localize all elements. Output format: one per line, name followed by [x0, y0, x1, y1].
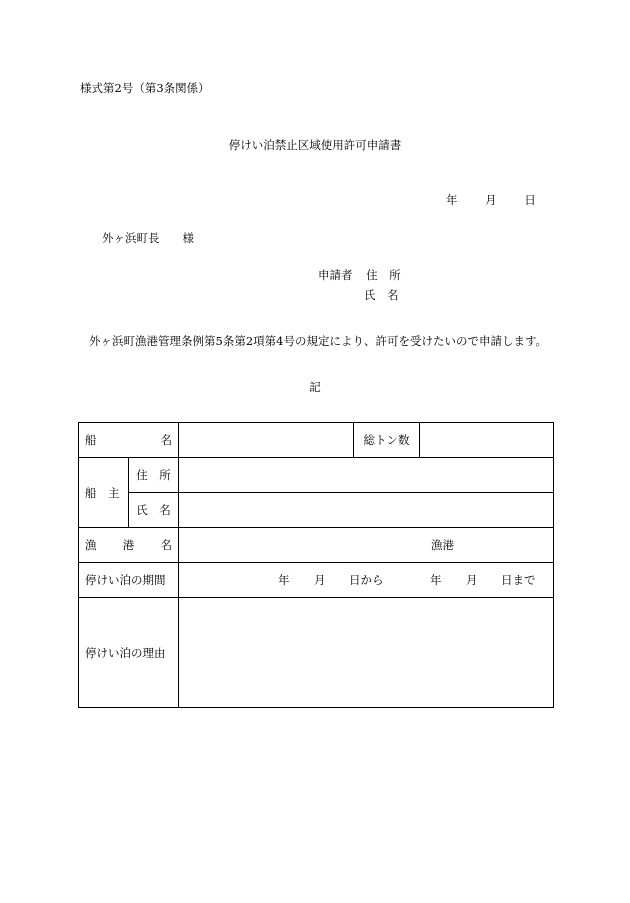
port-suffix: 漁港: [431, 538, 454, 552]
date-line: [446, 192, 536, 208]
tonnage-field[interactable]: [420, 423, 554, 458]
port-field[interactable]: [179, 528, 554, 563]
document-title: 停けい泊禁止区域使用許可申請書: [228, 138, 402, 152]
ki-heading: 記: [309, 380, 321, 394]
ship-name-field[interactable]: [179, 423, 354, 458]
form-number: 様式第2号（第3条関係）: [80, 81, 210, 95]
owner-label: 船 主: [79, 458, 129, 528]
applicant-address-line: [318, 267, 401, 283]
owner-address-field[interactable]: [179, 458, 554, 493]
period-start-month: 月: [314, 573, 326, 587]
ship-name-label-b: 名: [160, 433, 172, 447]
ship-name-label-a: 船: [85, 433, 97, 447]
applicant-name-label: 氏 名: [364, 288, 399, 302]
reason-row: [79, 598, 554, 708]
period-label: 停けい泊の期間: [79, 563, 179, 598]
applicant-label: 申請者: [318, 268, 353, 282]
period-field[interactable]: [179, 563, 554, 598]
owner-name-label: 氏 名: [129, 493, 179, 528]
owner-address-row: [79, 458, 554, 493]
tonnage-label: 総トン数: [354, 423, 420, 458]
period-end-month: 月: [466, 573, 478, 587]
reason-label: 停けい泊の理由: [79, 598, 179, 708]
application-form-table: [78, 422, 554, 708]
addressee: 外ヶ浜町長 様: [102, 231, 194, 245]
owner-name-row: [79, 493, 554, 528]
port-label-a: 漁: [85, 538, 97, 552]
owner-address-label: 住 所: [129, 458, 179, 493]
owner-name-field[interactable]: [179, 493, 554, 528]
date-month: 月: [485, 193, 497, 207]
date-year: 年: [446, 193, 458, 207]
port-label-c: 名: [160, 538, 172, 552]
applicant-address-label: 住 所: [366, 268, 401, 282]
period-start-day: 日から: [349, 573, 384, 587]
period-start-year: 年: [278, 573, 290, 587]
ship-name-label-cell: [79, 423, 179, 458]
port-label-cell: [79, 528, 179, 563]
period-end-day: 日まで: [501, 573, 536, 587]
ship-name-row: [79, 423, 554, 458]
body-text: 外ヶ浜町漁港管理条例第5条第2項第4号の規定により、許可を受けたいので申請します。: [89, 334, 548, 348]
period-row: [79, 563, 554, 598]
reason-field[interactable]: [179, 598, 554, 708]
date-day: 日: [524, 193, 536, 207]
port-row: [79, 528, 554, 563]
port-label-b: 港: [122, 538, 135, 552]
period-end-year: 年: [430, 573, 442, 587]
